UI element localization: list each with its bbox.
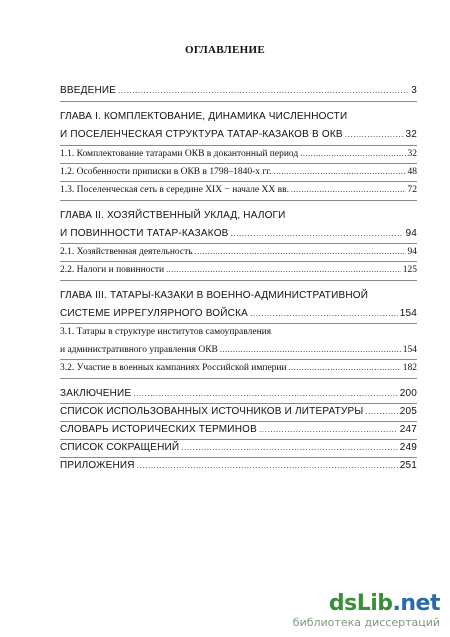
dot-leader	[195, 245, 406, 259]
toc-entry-chapter-3[interactable]	[60, 307, 417, 321]
toc-entry-text: СЛОВАРЬ ИСТОРИЧЕСКИХ ТЕРМИНОВ	[60, 424, 257, 435]
toc-entry-text: СПИСОК СОКРАЩЕНИЙ	[60, 442, 180, 453]
toc-entry-chapter-2[interactable]	[60, 227, 417, 241]
toc-entry-abbreviations[interactable]	[60, 441, 417, 455]
toc-page-number: 32	[405, 129, 417, 140]
separator-rule	[60, 181, 417, 182]
dot-leader	[300, 147, 405, 161]
dot-leader	[274, 165, 406, 179]
toc-entry-text: и административного управления ОКВ	[60, 345, 218, 355]
toc-entry-appendices[interactable]	[60, 459, 417, 473]
toc-entry-1-2[interactable]	[60, 165, 417, 179]
toc-page-number: 48	[407, 167, 417, 177]
dot-leader	[365, 405, 397, 419]
toc-page-number: 182	[402, 363, 417, 373]
toc-entry-glossary[interactable]	[60, 423, 417, 437]
separator-rule	[60, 421, 417, 422]
separator-rule	[60, 200, 417, 201]
separator-rule	[60, 101, 417, 102]
toc-entry-1-1[interactable]	[60, 147, 417, 161]
separator-rule	[60, 359, 417, 360]
toc-entry-2-1[interactable]	[60, 245, 417, 259]
toc-entry-3-1-first-line: 3.1. Татары в структуре институтов самоуправления	[60, 327, 272, 337]
toc-page-number: 94	[407, 247, 417, 257]
dot-leader	[250, 307, 398, 321]
separator-rule	[60, 280, 417, 281]
toc-entry-text: 1.3. Поселенческая сеть в середине XIX − начале XX вв.	[60, 185, 289, 195]
toc-page-number: 200	[399, 388, 417, 399]
toc-entry-text: ЗАКЛЮЧЕНИЕ	[60, 388, 132, 399]
logo-text-main: dsLib	[328, 591, 393, 616]
toc-page-number: 125	[402, 265, 417, 275]
dot-leader	[181, 441, 397, 455]
toc-page-number: 251	[399, 460, 417, 471]
separator-rule	[60, 403, 417, 404]
toc-chapter-1-heading: ГЛАВА I. КОМПЛЕКТОВАНИЕ, ДИНАМИКА ЧИСЛЕННОСТИ	[60, 111, 348, 122]
toc-page-number: 205	[399, 406, 417, 417]
toc-entry-text: СИСТЕМЕ ИРРЕГУЛЯРНОГО ВОЙСКА	[60, 308, 248, 319]
dot-leader	[118, 84, 409, 98]
toc-entry-3-1[interactable]	[60, 343, 417, 357]
dslib-watermark[interactable]	[292, 591, 440, 631]
separator-rule	[60, 243, 417, 244]
separator-rule	[60, 457, 417, 458]
page-title: ОГЛАВЛЕНИЕ	[185, 44, 265, 56]
toc-chapter-2-heading: ГЛАВА II. ХОЗЯЙСТВЕННЫЙ УКЛАД, НАЛОГИ	[60, 210, 286, 221]
separator-rule	[60, 261, 417, 262]
separator-rule	[60, 145, 417, 146]
separator-rule	[60, 323, 417, 324]
toc-entry-sources[interactable]	[60, 405, 417, 419]
dot-leader	[133, 387, 397, 401]
toc-entry-text: 1.2. Особенности приписки в ОКВ в 1798–1840-х гг.	[60, 167, 272, 177]
toc-page-number: 154	[402, 345, 417, 355]
toc-entry-text: И ПОСЕЛЕНЧЕСКАЯ СТРУКТУРА ТАТАР-КАЗАКОВ В ОКВ	[60, 129, 343, 140]
toc-page-number: 154	[399, 308, 417, 319]
dot-leader	[345, 128, 404, 142]
toc-entry-text: СПИСОК ИСПОЛЬЗОВАННЫХ ИСТОЧНИКОВ И ЛИТЕРАТУРЫ	[60, 406, 364, 417]
toc-page-number: 247	[399, 424, 417, 435]
toc-entry-text: 3.2. Участие в военных кампаниях Российской империи	[60, 363, 287, 373]
dot-leader	[291, 183, 406, 197]
toc-entry-text: 1.1. Комплектование татарами ОКВ в докантонный период	[60, 149, 299, 159]
toc-page-number: 94	[405, 228, 417, 239]
dslib-logo	[329, 591, 440, 616]
toc-entry-text: ПРИЛОЖЕНИЯ	[60, 460, 135, 471]
dot-leader	[231, 227, 404, 241]
toc-entry-text: ВВЕДЕНИЕ	[60, 85, 117, 96]
toc-entry-1-3[interactable]	[60, 183, 417, 197]
watermark-caption: библиотека диссертаций	[292, 616, 440, 629]
separator-rule	[60, 163, 417, 164]
dot-leader	[166, 263, 401, 277]
toc-entry-conclusion[interactable]	[60, 387, 417, 401]
toc-chapter-3-heading: ГЛАВА III. ТАТАРЫ-КАЗАКИ В ВОЕННО-АДМИНИСТРАТИВНОЙ	[60, 290, 369, 301]
toc-page-number: 249	[399, 442, 417, 453]
toc-entry-text: 2.2. Налоги и повинности	[60, 265, 165, 275]
toc-entry-intro[interactable]	[60, 84, 417, 98]
toc-entry-text: И ПОВИННОСТИ ТАТАР-КАЗАКОВ	[60, 228, 229, 239]
toc-entry-text: 2.1. Хозяйственная деятельность	[60, 247, 193, 257]
toc-page-number: 32	[407, 149, 417, 159]
dot-leader	[259, 423, 398, 437]
toc-entry-chapter-1[interactable]	[60, 128, 417, 142]
separator-rule	[60, 378, 417, 379]
dot-leader	[289, 361, 401, 375]
toc-entry-2-2[interactable]	[60, 263, 417, 277]
toc-page-number: 72	[407, 185, 417, 195]
toc-page-number: 3	[411, 85, 417, 96]
dot-leader	[220, 343, 401, 357]
toc-entry-3-2[interactable]	[60, 361, 417, 375]
logo-text-domain: .net	[392, 591, 440, 616]
dot-leader	[137, 459, 398, 473]
separator-rule	[60, 439, 417, 440]
